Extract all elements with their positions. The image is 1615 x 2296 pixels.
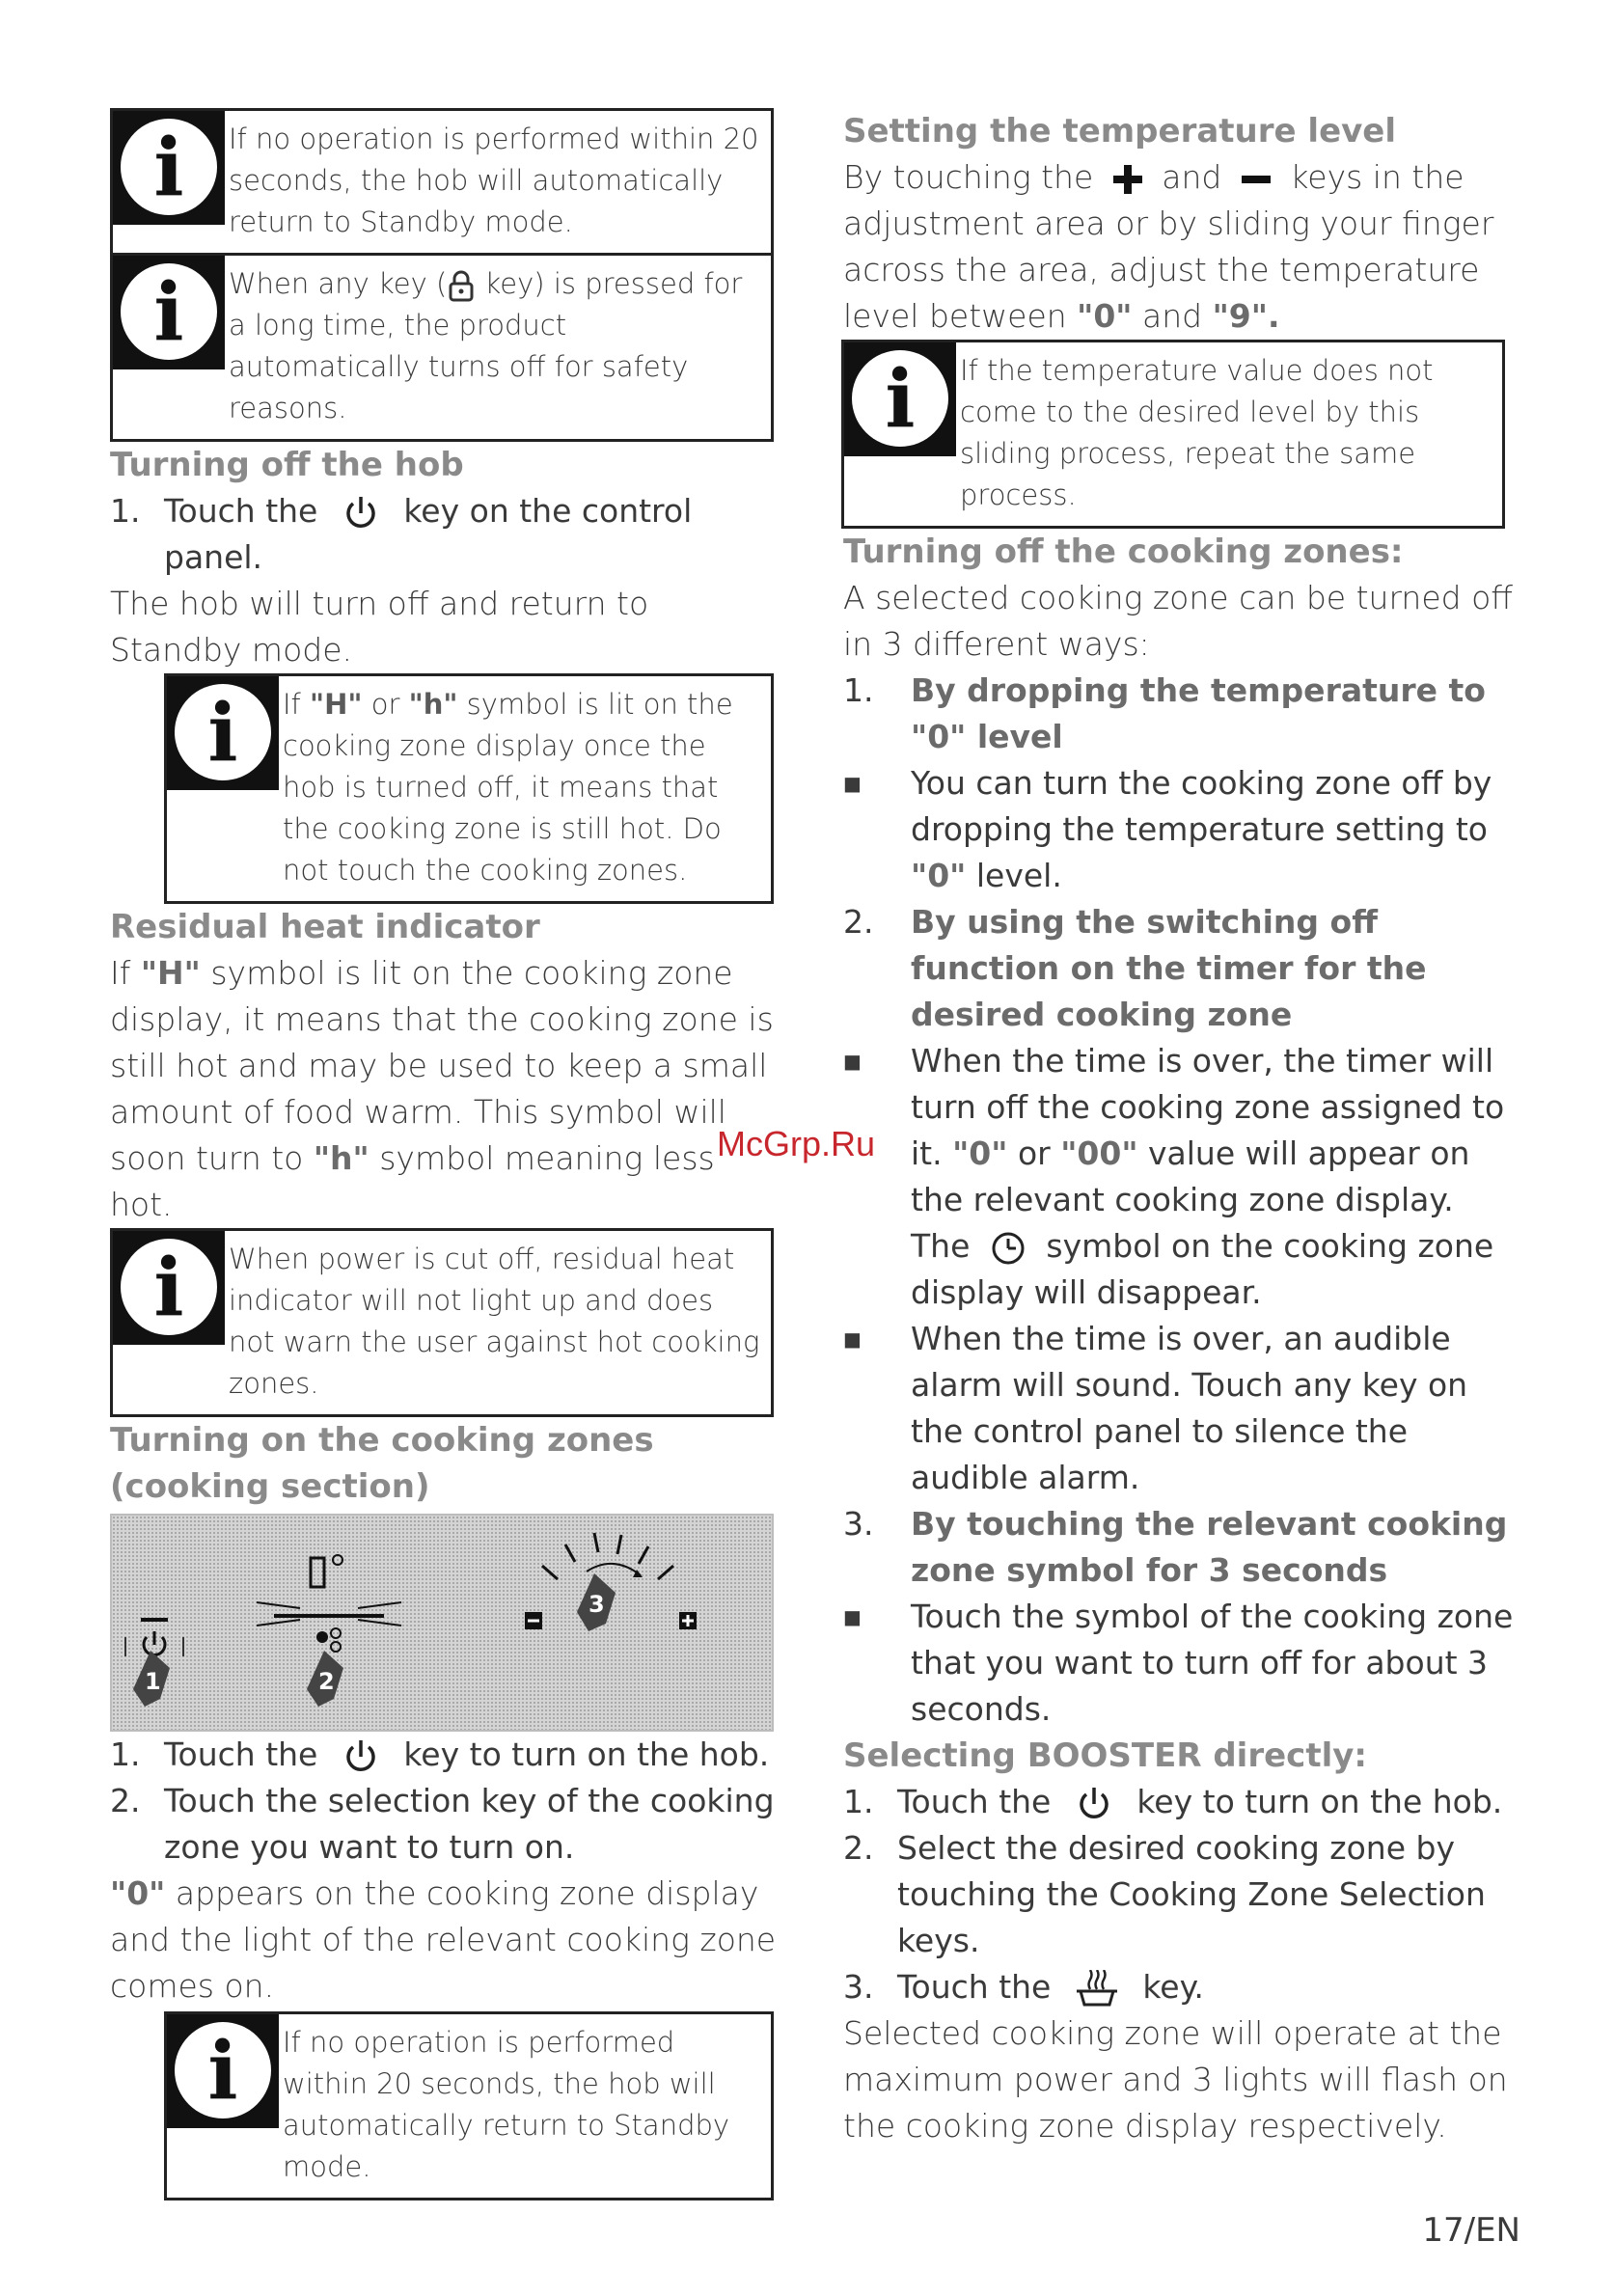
residual-text: If "H" symbol is lit on the cooking zone display, it means that the cooking zone is still hot and may be used to keep a small amount of food warm. This symbol will soon turn to "h" symbol meaning less hot. xyxy=(110,954,774,1223)
info-box-hot-symbol xyxy=(164,673,774,904)
heading-turning-off-zones: Turning off the cooking zones: xyxy=(843,533,1404,571)
booster-step-1: 1. Touch the key to turn on the hob. xyxy=(843,1779,1519,1825)
heading-turning-off-hob: Turning off the hob xyxy=(110,446,464,484)
booster-text: Selected cooking zone will operate at the maximum power and 3 lights will flash on the cooking zone display respectively. xyxy=(843,2014,1508,2145)
turnon-text: "0" appears on the cooking zone display and the light of the relevant cooking zone comes on. xyxy=(110,1874,777,2005)
plus-icon xyxy=(1111,163,1144,196)
power-icon xyxy=(1075,1785,1113,1823)
pointer-label-1: 1 xyxy=(145,1668,161,1695)
lock-icon xyxy=(447,269,476,302)
left-column xyxy=(110,108,778,2200)
info-text: If the temperature value does not come to the desired level by this sliding process, repeat the same process. xyxy=(960,354,1434,511)
info-box-power-cut xyxy=(110,1228,774,1417)
way-3-text: ■ Touch the symbol of the cooking zone that you want to turn off for about 3 seconds. xyxy=(843,1598,1514,1728)
pointer-label-3: 3 xyxy=(589,1591,605,1618)
info-icon: i xyxy=(844,342,956,456)
way-2-text-2: ■ When the time is over, an audible alarm will sound. Touch any key on the control panel to silence the audible alarm. xyxy=(843,1320,1468,1496)
info-text: If "H" or "h" symbol is lit on the cooking zone display once the hob is turned off, it means that the cooking zone is still hot. Do not touch the cooking zones. xyxy=(283,688,733,887)
info-icon: i xyxy=(113,111,225,225)
info-icon: i xyxy=(113,256,225,369)
way-3-title: 3. By touching the relevant cooking zone symbol for 3 seconds xyxy=(843,1505,1508,1589)
control-panel-graphic xyxy=(112,1516,772,1730)
timer-icon xyxy=(990,1230,1026,1267)
info-box-long-press xyxy=(110,256,774,442)
heading-setting-temperature: Setting the temperature level xyxy=(843,112,1397,150)
turnon-step-1: 1. Touch the key to turn on the hob. xyxy=(110,1732,778,1778)
pointer-label-2: 2 xyxy=(318,1668,335,1695)
heading-booster: Selecting BOOSTER directly: xyxy=(843,1736,1367,1775)
info-box-temperature xyxy=(841,340,1505,529)
info-icon: i xyxy=(113,1231,225,1345)
booster-step-2: 2. Select the desired cooking zone by touching the Cooking Zone Selection keys. xyxy=(843,1829,1486,1959)
info-text: When any key ( key) is pressed for a long time, the product automatically turns off for safety reasons. xyxy=(229,267,743,424)
zones-off-intro: A selected cooking zone can be turned off in 3 different ways: xyxy=(843,579,1514,663)
heading-turning-on-zones: Turning on the cooking zones (cooking section) xyxy=(110,1421,654,1506)
way-2-text: ■ When the time is over, the timer will turn off the cooking zone assigned to it. "0" or "00" value will appear on the relevant cooking zone display. The symbol on the cooking zone display will disappear. xyxy=(843,1042,1505,1311)
booster-step-3: 3. Touch the key. xyxy=(843,1964,1519,2010)
info-box-standby xyxy=(110,108,774,256)
info-icon: i xyxy=(167,676,279,790)
way-1-text: ■ You can turn the cooking zone off by dropping the temperature setting to "0" level. xyxy=(843,764,1492,894)
temp-text: By touching the and keys in the adjustment area or by sliding your finger across the area, adjust the temperature level between "0" and "9". xyxy=(843,158,1494,335)
turnoff-step-1: 1. Touch the key on the control panel. xyxy=(110,492,693,576)
info-text: If no operation is performed within 20 seconds, the hob will automatically return to Standby mode. xyxy=(283,2026,730,2183)
control-panel-diagram xyxy=(110,1514,774,1732)
info-text: When power is cut off, residual heat indicator will not light up and does not warn the user against hot cooking zones. xyxy=(229,1243,760,1400)
turnon-step-2: 2. Touch the selection key of the cooking zone you want to turn on. xyxy=(110,1782,775,1866)
way-1-title: 1. By dropping the temperature to "0" level xyxy=(843,671,1486,755)
minus-icon xyxy=(1240,163,1273,196)
booster-icon xyxy=(1075,1970,1119,2009)
page-number: 17/EN xyxy=(1422,2211,1520,2250)
right-column xyxy=(843,108,1519,2149)
info-text: If no operation is performed within 20 seconds, the hob will automatically return to Standby mode. xyxy=(229,123,759,238)
power-icon xyxy=(342,494,380,533)
way-2-title: 2. By using the switching off function on the timer for the desired cooking zone xyxy=(843,903,1427,1033)
turnoff-text: The hob will turn off and return to Standby mode. xyxy=(110,585,649,669)
power-icon xyxy=(342,1737,380,1776)
info-box-standby-2 xyxy=(164,2011,774,2200)
heading-residual-heat: Residual heat indicator xyxy=(110,908,540,946)
watermark: McGrp.Ru xyxy=(717,1124,876,1163)
info-icon: i xyxy=(167,2014,279,2128)
